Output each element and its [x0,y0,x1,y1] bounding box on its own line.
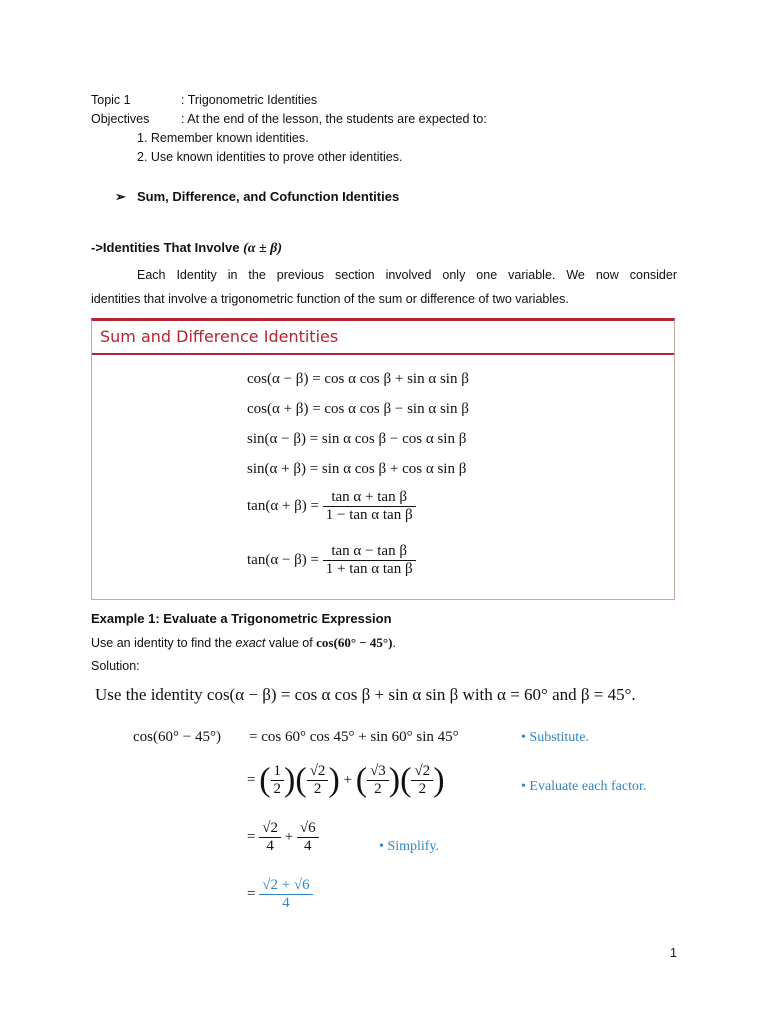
objectives-label: Objectives [91,112,150,126]
step2-expression: = ( $\frac{1}{2}$ )( $\frac{√2}{2}$ ) + ( $\frac{√3}{2}$ )( $\frac{√2}{2}$ ) [247,761,445,799]
identity-sin-minus: sin(α − β) = sin α cos β − cos α sin β [247,431,467,447]
step4-expression: = $\frac{√2 + √6}{4}$ [247,877,313,912]
objective-item: 1. Remember known identities. [137,131,309,145]
identity-cos-minus: cos(α − β) = cos α cos β + sin α sin β [247,371,469,387]
example-title: Example 1: Evaluate a Trigonometric Expression [91,611,392,626]
identity-cos-plus: cos(α + β) = cos α cos β − sin α sin β [247,401,469,417]
topic-label: Topic 1 [91,93,131,107]
section-title: Sum, Difference, and Cofunction Identities [137,189,400,204]
note-evaluate: • Evaluate each factor. [521,779,647,794]
example-prompt: Use an identity to find the exact value of cos(60° − 45°). [91,635,396,650]
identities-box-title: Sum and Difference Identities [100,327,339,346]
identity-tan-minus: tan(α − β) = $\frac{\text{tan α − tan β}}{\text{1 + tan α tan β}}$ [247,543,416,578]
objective-item: 2. Use known identities to prove other identities. [137,150,403,164]
step3-expression: = $\frac{√2}{4}$ + $\frac{√6}{4}$ [247,820,319,855]
identities-box [91,318,675,600]
subsection-title: ->Identities That Involve (α ± β) [91,240,283,256]
objectives-value: : At the end of the lesson, the students are expected to: [181,112,487,126]
page-number: 1 [670,946,677,960]
solution-label: Solution: [91,659,140,673]
intro-line-2: identities that involve a trigonometric function of the sum or difference of two variables. [91,292,569,306]
arrow-bullet-icon: ➢ [115,189,126,204]
note-simplify: • Simplify. [379,839,439,854]
identities-box-header [92,321,674,355]
step1-rhs: = cos 60° cos 45° + sin 60° sin 45° [249,729,459,745]
identity-tan-plus: tan(α + β) = $\frac{\text{tan α + tan β}}{\text{1 − tan α tan β}}$ [247,489,416,524]
note-substitute: • Substitute. [521,730,589,745]
intro-line-1: Each Identity in the previous section involved only one variable. We now consider [137,268,677,282]
identity-sin-plus: sin(α + β) = sin α cos β + cos α sin β [247,461,467,477]
topic-value: : Trigonometric Identities [181,93,318,107]
step1-lhs: cos(60° − 45°) [133,729,221,745]
use-identity-line: Use the identity cos(α − β) = cos α cos β + sin α sin β with α = 60° and β = 45°. [95,685,636,704]
